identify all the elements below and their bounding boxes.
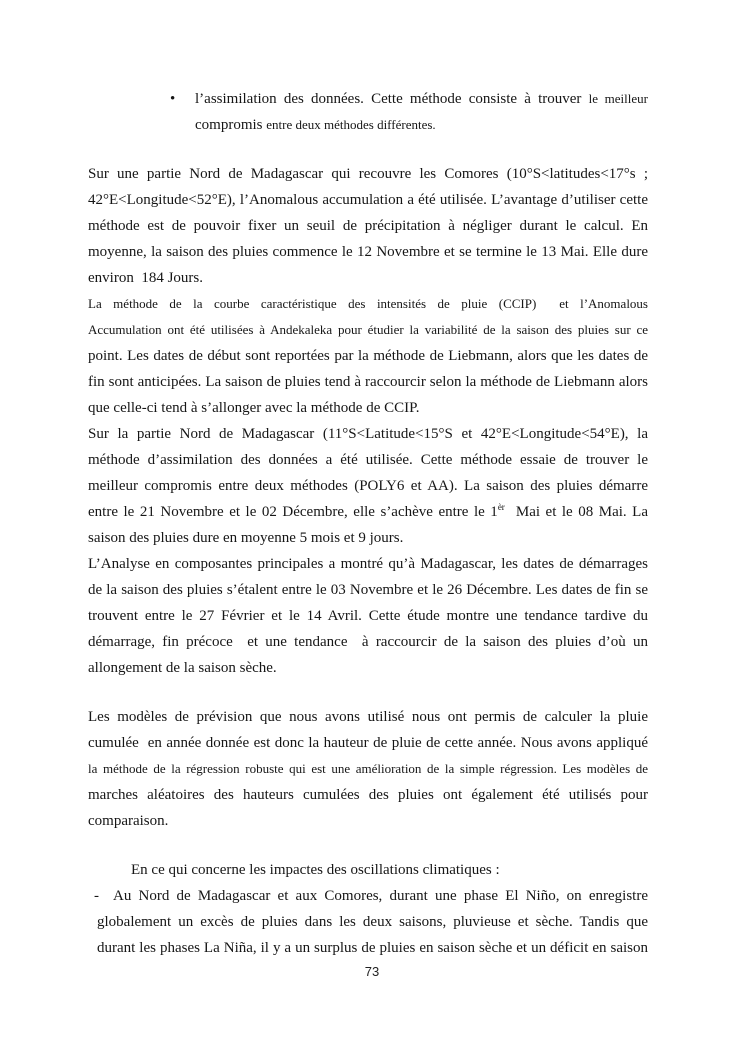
paragraph (88, 704, 648, 834)
paragraph (88, 551, 648, 681)
document-body (88, 86, 648, 961)
text-line: L’Analyse en composantes principales a montré qu’à Madagascar, les dates de démarrages (88, 556, 648, 572)
text-line: Sur une partie Nord de Madagascar qui recouvre les Comores (10°S<latitudes<17°s ; (88, 166, 648, 182)
text-line: Accumulation ont été utilisées à Andekaleka pour étudier la variabilité de la saison des pluies sur ce (88, 322, 648, 337)
text-line: trouvent entre le 27 Février et le 14 Avril. Cette étude montre une tendance tardive du (88, 608, 648, 624)
text-line: moyenne, la saison des pluies commence le 12 Novembre et se termine le 13 Mai. Elle dure (88, 244, 648, 260)
text-line: saison des pluies dure en moyenne 5 mois et 9 jours. (88, 530, 404, 546)
dash-item (88, 883, 648, 961)
paragraph (88, 421, 648, 551)
text-run: Mai et le 08 Mai. La (504, 504, 649, 520)
superscript-text: èr (497, 502, 505, 512)
text-line: point. Les dates de début sont reportées par la méthode de Liebmann, alors que les dates de (88, 348, 648, 364)
text-line: cumulée en année donnée est donc la hauteur de pluie de cette année. Nous avons appliqué (88, 735, 648, 751)
bullet-icon: • (170, 91, 176, 107)
text-line: Sur la partie Nord de Madagascar (11°S<Latitude<15°S et 42°E<Longitude<54°E), la (88, 426, 648, 442)
text-line: démarrage, fin précoce et une tendance à raccourcir de la saison des pluies d’où un (88, 634, 648, 650)
text-line: méthode d’assimilation des données a été utilisée. Cette méthode essaie de trouver le (88, 452, 648, 468)
text-line-content: Au Nord de Madagascar et aux Comores, durant une phase El Niño, on enregistre (113, 888, 648, 904)
text-run: l’assimilation des données. Cette méthode consiste à trouver (195, 91, 589, 107)
text-line: La méthode de la courbe caractéristique des intensités de pluie (CCIP) et l’Anomalous (88, 296, 648, 311)
paragraph (88, 291, 648, 421)
text-line (88, 883, 648, 909)
text-line: que celle-ci tend à s’allonger avec la méthode de CCIP. (88, 400, 420, 416)
text-line: méthode est de pouvoir fixer un seuil de précipitation à négliger durant le calcul. En (88, 218, 648, 234)
text-line: allongement de la saison sèche. (88, 660, 277, 676)
text-line: de la saison des pluies s’étalent entre le 03 Novembre et le 26 Décembre. Les dates de fin se (88, 582, 648, 598)
text-line: environ 184 Jours. (88, 270, 203, 286)
text-line: Les modèles de prévision que nous avons utilisé nous ont permis de calculer la pluie (88, 709, 648, 725)
text-line: En ce qui concerne les impactes des oscillations climatiques : (131, 862, 500, 878)
text-line: la méthode de la régression robuste qui est une amélioration de la simple régression. Les modèles de (88, 761, 648, 776)
bullet-item (88, 86, 648, 138)
text-line: meilleur compromis entre deux méthodes (POLY6 et AA). La saison des pluies démarre (88, 478, 648, 494)
paragraph (88, 161, 648, 291)
text-run: le meilleur (588, 91, 648, 106)
paragraph (88, 857, 648, 883)
text-line (195, 112, 648, 138)
text-line: globalement un excès de pluies dans les deux saisons, pluvieuse et sèche. Tandis que (97, 914, 648, 930)
text-run: entre deux méthodes différentes. (266, 117, 436, 132)
text-line (195, 86, 648, 112)
text-line: marches aléatoires des hauteurs cumulées des pluies ont également été utilisés pour (88, 787, 648, 803)
text-run: entre le 21 Novembre et le 02 Décembre, elle s’achève entre le 1 (88, 504, 498, 520)
text-line: durant les phases La Niña, il y a un surplus de pluies en saison sèche et un déficit en saison (97, 940, 648, 956)
text-run: compromis (195, 117, 267, 133)
page-number: 73 (364, 964, 380, 979)
text-line: comparaison. (88, 813, 169, 829)
dash-icon: - (94, 888, 99, 904)
text-line: 42°E<Longitude<52°E), l’Anomalous accumulation a été utilisée. L’avantage d’utiliser cette (88, 192, 648, 208)
text-line (88, 499, 648, 525)
text-line: fin sont anticipées. La saison de pluies tend à raccourcir selon la méthode de Liebmann alors (88, 374, 648, 390)
